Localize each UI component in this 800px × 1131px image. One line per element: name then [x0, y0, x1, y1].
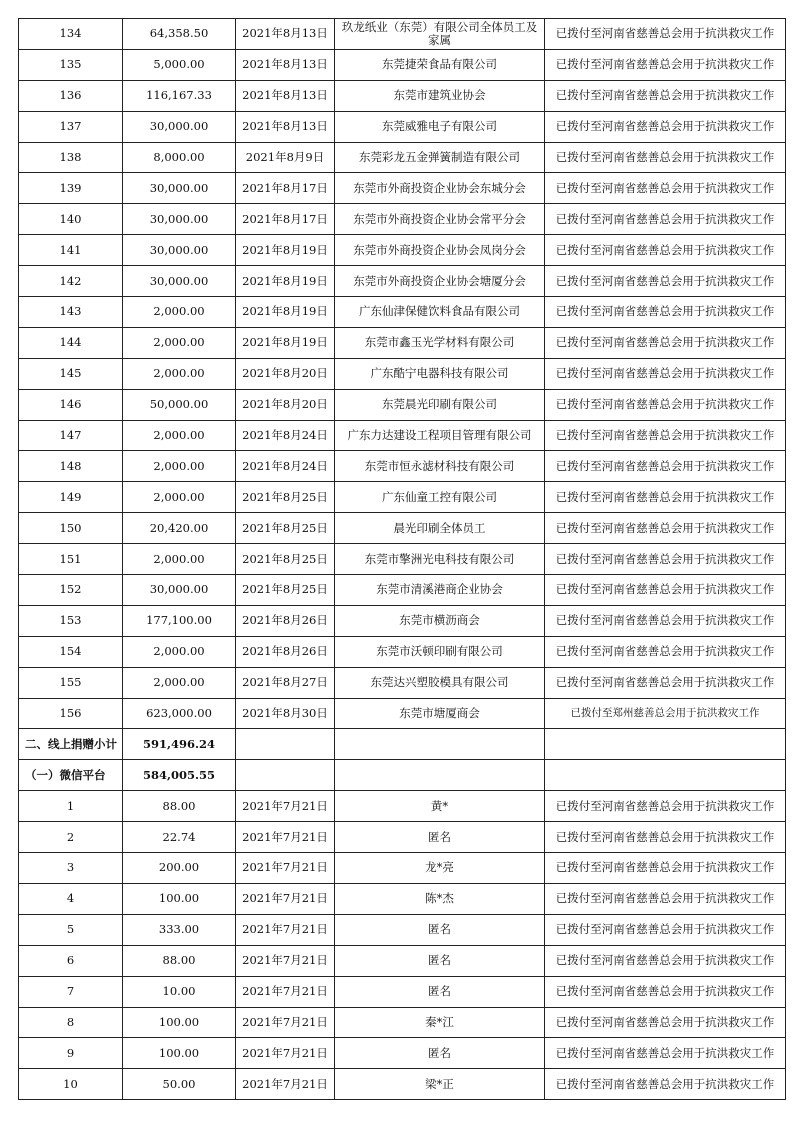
amount-cell: 200.00 — [123, 853, 236, 884]
donor-cell: 匿名 — [335, 914, 545, 945]
status-cell: 已拨付至河南省慈善总会用于抗洪救灾工作 — [545, 482, 786, 513]
table-row — [19, 636, 786, 667]
donor-cell: 东莞捷荣食品有限公司 — [335, 49, 545, 80]
date-cell: 2021年8月25日 — [236, 544, 335, 575]
date-cell: 2021年8月13日 — [236, 111, 335, 142]
amount-cell: 8,000.00 — [123, 142, 236, 173]
date-cell: 2021年7月21日 — [236, 976, 335, 1007]
date-cell: 2021年7月21日 — [236, 822, 335, 853]
date-cell: 2021年8月13日 — [236, 49, 335, 80]
amount-cell: 64,358.50 — [123, 19, 236, 50]
row-number-cell: 8 — [19, 1007, 123, 1038]
section-total-cell: 584,005.55 — [123, 760, 236, 791]
row-number-cell: 143 — [19, 297, 123, 328]
row-number-cell: 146 — [19, 389, 123, 420]
table-row — [19, 204, 786, 235]
status-cell: 已拨付至河南省慈善总会用于抗洪救灾工作 — [545, 791, 786, 822]
blank-date-cell — [236, 729, 335, 760]
donor-cell: 东莞彩龙五金弹簧制造有限公司 — [335, 142, 545, 173]
row-number-cell: 138 — [19, 142, 123, 173]
table-row — [19, 513, 786, 544]
date-cell: 2021年8月30日 — [236, 698, 335, 729]
table-row — [19, 235, 786, 266]
row-number-cell: 136 — [19, 80, 123, 111]
table-row — [19, 667, 786, 698]
status-cell: 已拨付至河南省慈善总会用于抗洪救灾工作 — [545, 1007, 786, 1038]
amount-cell: 2,000.00 — [123, 636, 236, 667]
date-cell: 2021年8月25日 — [236, 575, 335, 606]
section-label-cell: （一）微信平台 — [19, 760, 123, 791]
donor-cell: 东莞市清溪港商企业协会 — [335, 575, 545, 606]
status-cell: 已拨付至河南省慈善总会用于抗洪救灾工作 — [545, 605, 786, 636]
row-number-cell: 149 — [19, 482, 123, 513]
table-row — [19, 389, 786, 420]
table-row — [19, 451, 786, 482]
row-number-cell: 156 — [19, 698, 123, 729]
row-number-cell: 7 — [19, 976, 123, 1007]
blank-status-cell — [545, 760, 786, 791]
row-number-cell: 10 — [19, 1069, 123, 1100]
donor-cell: 东莞市外商投资企业协会塘厦分会 — [335, 266, 545, 297]
date-cell: 2021年7月21日 — [236, 1069, 335, 1100]
amount-cell: 177,100.00 — [123, 605, 236, 636]
date-cell: 2021年7月21日 — [236, 1038, 335, 1069]
status-cell: 已拨付至河南省慈善总会用于抗洪救灾工作 — [545, 111, 786, 142]
status-cell: 已拨付至河南省慈善总会用于抗洪救灾工作 — [545, 853, 786, 884]
status-cell: 已拨付至河南省慈善总会用于抗洪救灾工作 — [545, 142, 786, 173]
amount-cell: 2,000.00 — [123, 297, 236, 328]
section-label-cell: 二、线上捐赠小计 — [19, 729, 123, 760]
status-cell: 已拨付至河南省慈善总会用于抗洪救灾工作 — [545, 389, 786, 420]
amount-cell: 2,000.00 — [123, 482, 236, 513]
table-row — [19, 544, 786, 575]
donor-cell: 匿名 — [335, 822, 545, 853]
status-cell: 已拨付至河南省慈善总会用于抗洪救灾工作 — [545, 327, 786, 358]
status-cell: 已拨付至河南省慈善总会用于抗洪救灾工作 — [545, 1038, 786, 1069]
row-number-cell: 142 — [19, 266, 123, 297]
status-cell: 已拨付至河南省慈善总会用于抗洪救灾工作 — [545, 19, 786, 50]
date-cell: 2021年8月26日 — [236, 605, 335, 636]
amount-cell: 333.00 — [123, 914, 236, 945]
date-cell: 2021年8月25日 — [236, 513, 335, 544]
amount-cell: 30,000.00 — [123, 204, 236, 235]
row-number-cell: 1 — [19, 791, 123, 822]
amount-cell: 100.00 — [123, 1007, 236, 1038]
donor-cell: 东莞威雅电子有限公司 — [335, 111, 545, 142]
section-row-online-subtotal — [19, 729, 786, 760]
row-number-cell: 6 — [19, 945, 123, 976]
date-cell: 2021年8月13日 — [236, 19, 335, 50]
row-number-cell: 155 — [19, 667, 123, 698]
donor-cell: 东莞市外商投资企业协会常平分会 — [335, 204, 545, 235]
status-cell: 已拨付至河南省慈善总会用于抗洪救灾工作 — [545, 575, 786, 606]
status-cell: 已拨付至河南省慈善总会用于抗洪救灾工作 — [545, 822, 786, 853]
status-cell: 已拨付至河南省慈善总会用于抗洪救灾工作 — [545, 1069, 786, 1100]
date-cell: 2021年7月21日 — [236, 853, 335, 884]
amount-cell: 2,000.00 — [123, 327, 236, 358]
date-cell: 2021年8月9日 — [236, 142, 335, 173]
table-row — [19, 1069, 786, 1100]
date-cell: 2021年8月19日 — [236, 235, 335, 266]
date-cell: 2021年8月25日 — [236, 482, 335, 513]
table-row — [19, 1007, 786, 1038]
date-cell: 2021年8月20日 — [236, 358, 335, 389]
donor-cell: 匿名 — [335, 945, 545, 976]
donor-cell: 广东酷宁电器科技有限公司 — [335, 358, 545, 389]
table-row — [19, 698, 786, 729]
amount-cell: 22.74 — [123, 822, 236, 853]
status-cell: 已拨付至河南省慈善总会用于抗洪救灾工作 — [545, 451, 786, 482]
donor-cell: 东莞市沃顿印刷有限公司 — [335, 636, 545, 667]
amount-cell: 20,420.00 — [123, 513, 236, 544]
status-cell: 已拨付至河南省慈善总会用于抗洪救灾工作 — [545, 976, 786, 1007]
table-row — [19, 822, 786, 853]
row-number-cell: 152 — [19, 575, 123, 606]
amount-cell: 50.00 — [123, 1069, 236, 1100]
donor-cell: 陈*杰 — [335, 883, 545, 914]
amount-cell: 100.00 — [123, 1038, 236, 1069]
donor-cell: 东莞市擎洲光电科技有限公司 — [335, 544, 545, 575]
row-number-cell: 135 — [19, 49, 123, 80]
table-row — [19, 297, 786, 328]
date-cell: 2021年7月21日 — [236, 883, 335, 914]
table-row — [19, 605, 786, 636]
date-cell: 2021年8月24日 — [236, 451, 335, 482]
table-row — [19, 173, 786, 204]
amount-cell: 88.00 — [123, 945, 236, 976]
table-row — [19, 976, 786, 1007]
table-row — [19, 791, 786, 822]
row-number-cell: 150 — [19, 513, 123, 544]
status-cell: 已拨付至河南省慈善总会用于抗洪救灾工作 — [545, 80, 786, 111]
amount-cell: 88.00 — [123, 791, 236, 822]
donor-cell: 广东仙童工控有限公司 — [335, 482, 545, 513]
ledger-body — [19, 19, 786, 1100]
date-cell: 2021年8月26日 — [236, 636, 335, 667]
table-row — [19, 420, 786, 451]
status-cell: 已拨付至河南省慈善总会用于抗洪救灾工作 — [545, 883, 786, 914]
amount-cell: 100.00 — [123, 883, 236, 914]
donor-cell: 东莞市横沥商会 — [335, 605, 545, 636]
table-row — [19, 853, 786, 884]
amount-cell: 2,000.00 — [123, 667, 236, 698]
status-cell: 已拨付至河南省慈善总会用于抗洪救灾工作 — [545, 667, 786, 698]
blank-status-cell — [545, 729, 786, 760]
table-row — [19, 482, 786, 513]
row-number-cell: 9 — [19, 1038, 123, 1069]
donor-cell: 玖龙纸业（东莞）有限公司全体员工及家属 — [335, 19, 545, 50]
status-cell: 已拨付至河南省慈善总会用于抗洪救灾工作 — [545, 266, 786, 297]
table-row — [19, 883, 786, 914]
table-row — [19, 80, 786, 111]
table-row — [19, 358, 786, 389]
donor-cell: 东莞市外商投资企业协会凤岗分会 — [335, 235, 545, 266]
status-cell: 已拨付至河南省慈善总会用于抗洪救灾工作 — [545, 945, 786, 976]
donor-cell: 龙*亮 — [335, 853, 545, 884]
amount-cell: 30,000.00 — [123, 235, 236, 266]
date-cell: 2021年7月21日 — [236, 1007, 335, 1038]
table-row — [19, 49, 786, 80]
status-cell: 已拨付至郑州慈善总会用于抗洪救灾工作 — [545, 698, 786, 729]
row-number-cell: 141 — [19, 235, 123, 266]
amount-cell: 2,000.00 — [123, 451, 236, 482]
row-number-cell: 2 — [19, 822, 123, 853]
amount-cell: 2,000.00 — [123, 544, 236, 575]
donor-cell: 东莞市建筑业协会 — [335, 80, 545, 111]
status-cell: 已拨付至河南省慈善总会用于抗洪救灾工作 — [545, 914, 786, 945]
table-row — [19, 1038, 786, 1069]
row-number-cell: 139 — [19, 173, 123, 204]
status-cell: 已拨付至河南省慈善总会用于抗洪救灾工作 — [545, 204, 786, 235]
amount-cell: 5,000.00 — [123, 49, 236, 80]
amount-cell: 30,000.00 — [123, 575, 236, 606]
date-cell: 2021年8月17日 — [236, 173, 335, 204]
donor-cell: 匿名 — [335, 1038, 545, 1069]
status-cell: 已拨付至河南省慈善总会用于抗洪救灾工作 — [545, 49, 786, 80]
row-number-cell: 140 — [19, 204, 123, 235]
row-number-cell: 144 — [19, 327, 123, 358]
donor-cell: 东莞市鑫玉光学材料有限公司 — [335, 327, 545, 358]
date-cell: 2021年8月27日 — [236, 667, 335, 698]
donor-cell: 黄* — [335, 791, 545, 822]
blank-donor-cell — [335, 729, 545, 760]
amount-cell: 2,000.00 — [123, 358, 236, 389]
row-number-cell: 3 — [19, 853, 123, 884]
status-cell: 已拨付至河南省慈善总会用于抗洪救灾工作 — [545, 297, 786, 328]
amount-cell: 10.00 — [123, 976, 236, 1007]
row-number-cell: 148 — [19, 451, 123, 482]
blank-date-cell — [236, 760, 335, 791]
donor-cell: 晨光印刷全体员工 — [335, 513, 545, 544]
status-cell: 已拨付至河南省慈善总会用于抗洪救灾工作 — [545, 513, 786, 544]
table-row — [19, 142, 786, 173]
row-number-cell: 137 — [19, 111, 123, 142]
date-cell: 2021年8月19日 — [236, 297, 335, 328]
row-number-cell: 151 — [19, 544, 123, 575]
date-cell: 2021年8月24日 — [236, 420, 335, 451]
amount-cell: 2,000.00 — [123, 420, 236, 451]
amount-cell: 30,000.00 — [123, 266, 236, 297]
date-cell: 2021年8月20日 — [236, 389, 335, 420]
table-row — [19, 19, 786, 50]
date-cell: 2021年8月13日 — [236, 80, 335, 111]
status-cell: 已拨付至河南省慈善总会用于抗洪救灾工作 — [545, 636, 786, 667]
row-number-cell: 5 — [19, 914, 123, 945]
donor-cell: 秦*江 — [335, 1007, 545, 1038]
donor-cell: 东莞市塘厦商会 — [335, 698, 545, 729]
row-number-cell: 154 — [19, 636, 123, 667]
amount-cell: 116,167.33 — [123, 80, 236, 111]
donation-ledger-table — [18, 18, 786, 1100]
donor-cell: 广东力达建设工程项目管理有限公司 — [335, 420, 545, 451]
donor-cell: 匿名 — [335, 976, 545, 1007]
row-number-cell: 153 — [19, 605, 123, 636]
section-total-cell: 591,496.24 — [123, 729, 236, 760]
date-cell: 2021年8月19日 — [236, 327, 335, 358]
table-row — [19, 914, 786, 945]
amount-cell: 623,000.00 — [123, 698, 236, 729]
status-cell: 已拨付至河南省慈善总会用于抗洪救灾工作 — [545, 544, 786, 575]
amount-cell: 50,000.00 — [123, 389, 236, 420]
donor-cell: 广东仙津保健饮料食品有限公司 — [335, 297, 545, 328]
donor-cell: 东莞市外商投资企业协会东城分会 — [335, 173, 545, 204]
table-row — [19, 945, 786, 976]
amount-cell: 30,000.00 — [123, 173, 236, 204]
status-cell: 已拨付至河南省慈善总会用于抗洪救灾工作 — [545, 358, 786, 389]
date-cell: 2021年7月21日 — [236, 945, 335, 976]
amount-cell: 30,000.00 — [123, 111, 236, 142]
date-cell: 2021年7月21日 — [236, 914, 335, 945]
row-number-cell: 147 — [19, 420, 123, 451]
date-cell: 2021年7月21日 — [236, 791, 335, 822]
donor-cell: 东莞晨光印刷有限公司 — [335, 389, 545, 420]
status-cell: 已拨付至河南省慈善总会用于抗洪救灾工作 — [545, 235, 786, 266]
donor-cell: 梁*正 — [335, 1069, 545, 1100]
status-cell: 已拨付至河南省慈善总会用于抗洪救灾工作 — [545, 420, 786, 451]
date-cell: 2021年8月19日 — [236, 266, 335, 297]
donor-cell: 东莞市恒永滤材科技有限公司 — [335, 451, 545, 482]
row-number-cell: 134 — [19, 19, 123, 50]
table-row — [19, 111, 786, 142]
row-number-cell: 145 — [19, 358, 123, 389]
table-row — [19, 575, 786, 606]
table-row — [19, 327, 786, 358]
row-number-cell: 4 — [19, 883, 123, 914]
date-cell: 2021年8月17日 — [236, 204, 335, 235]
blank-donor-cell — [335, 760, 545, 791]
section-row-wechat-platform — [19, 760, 786, 791]
table-row — [19, 266, 786, 297]
status-cell: 已拨付至河南省慈善总会用于抗洪救灾工作 — [545, 173, 786, 204]
donor-cell: 东莞达兴塑胶模具有限公司 — [335, 667, 545, 698]
